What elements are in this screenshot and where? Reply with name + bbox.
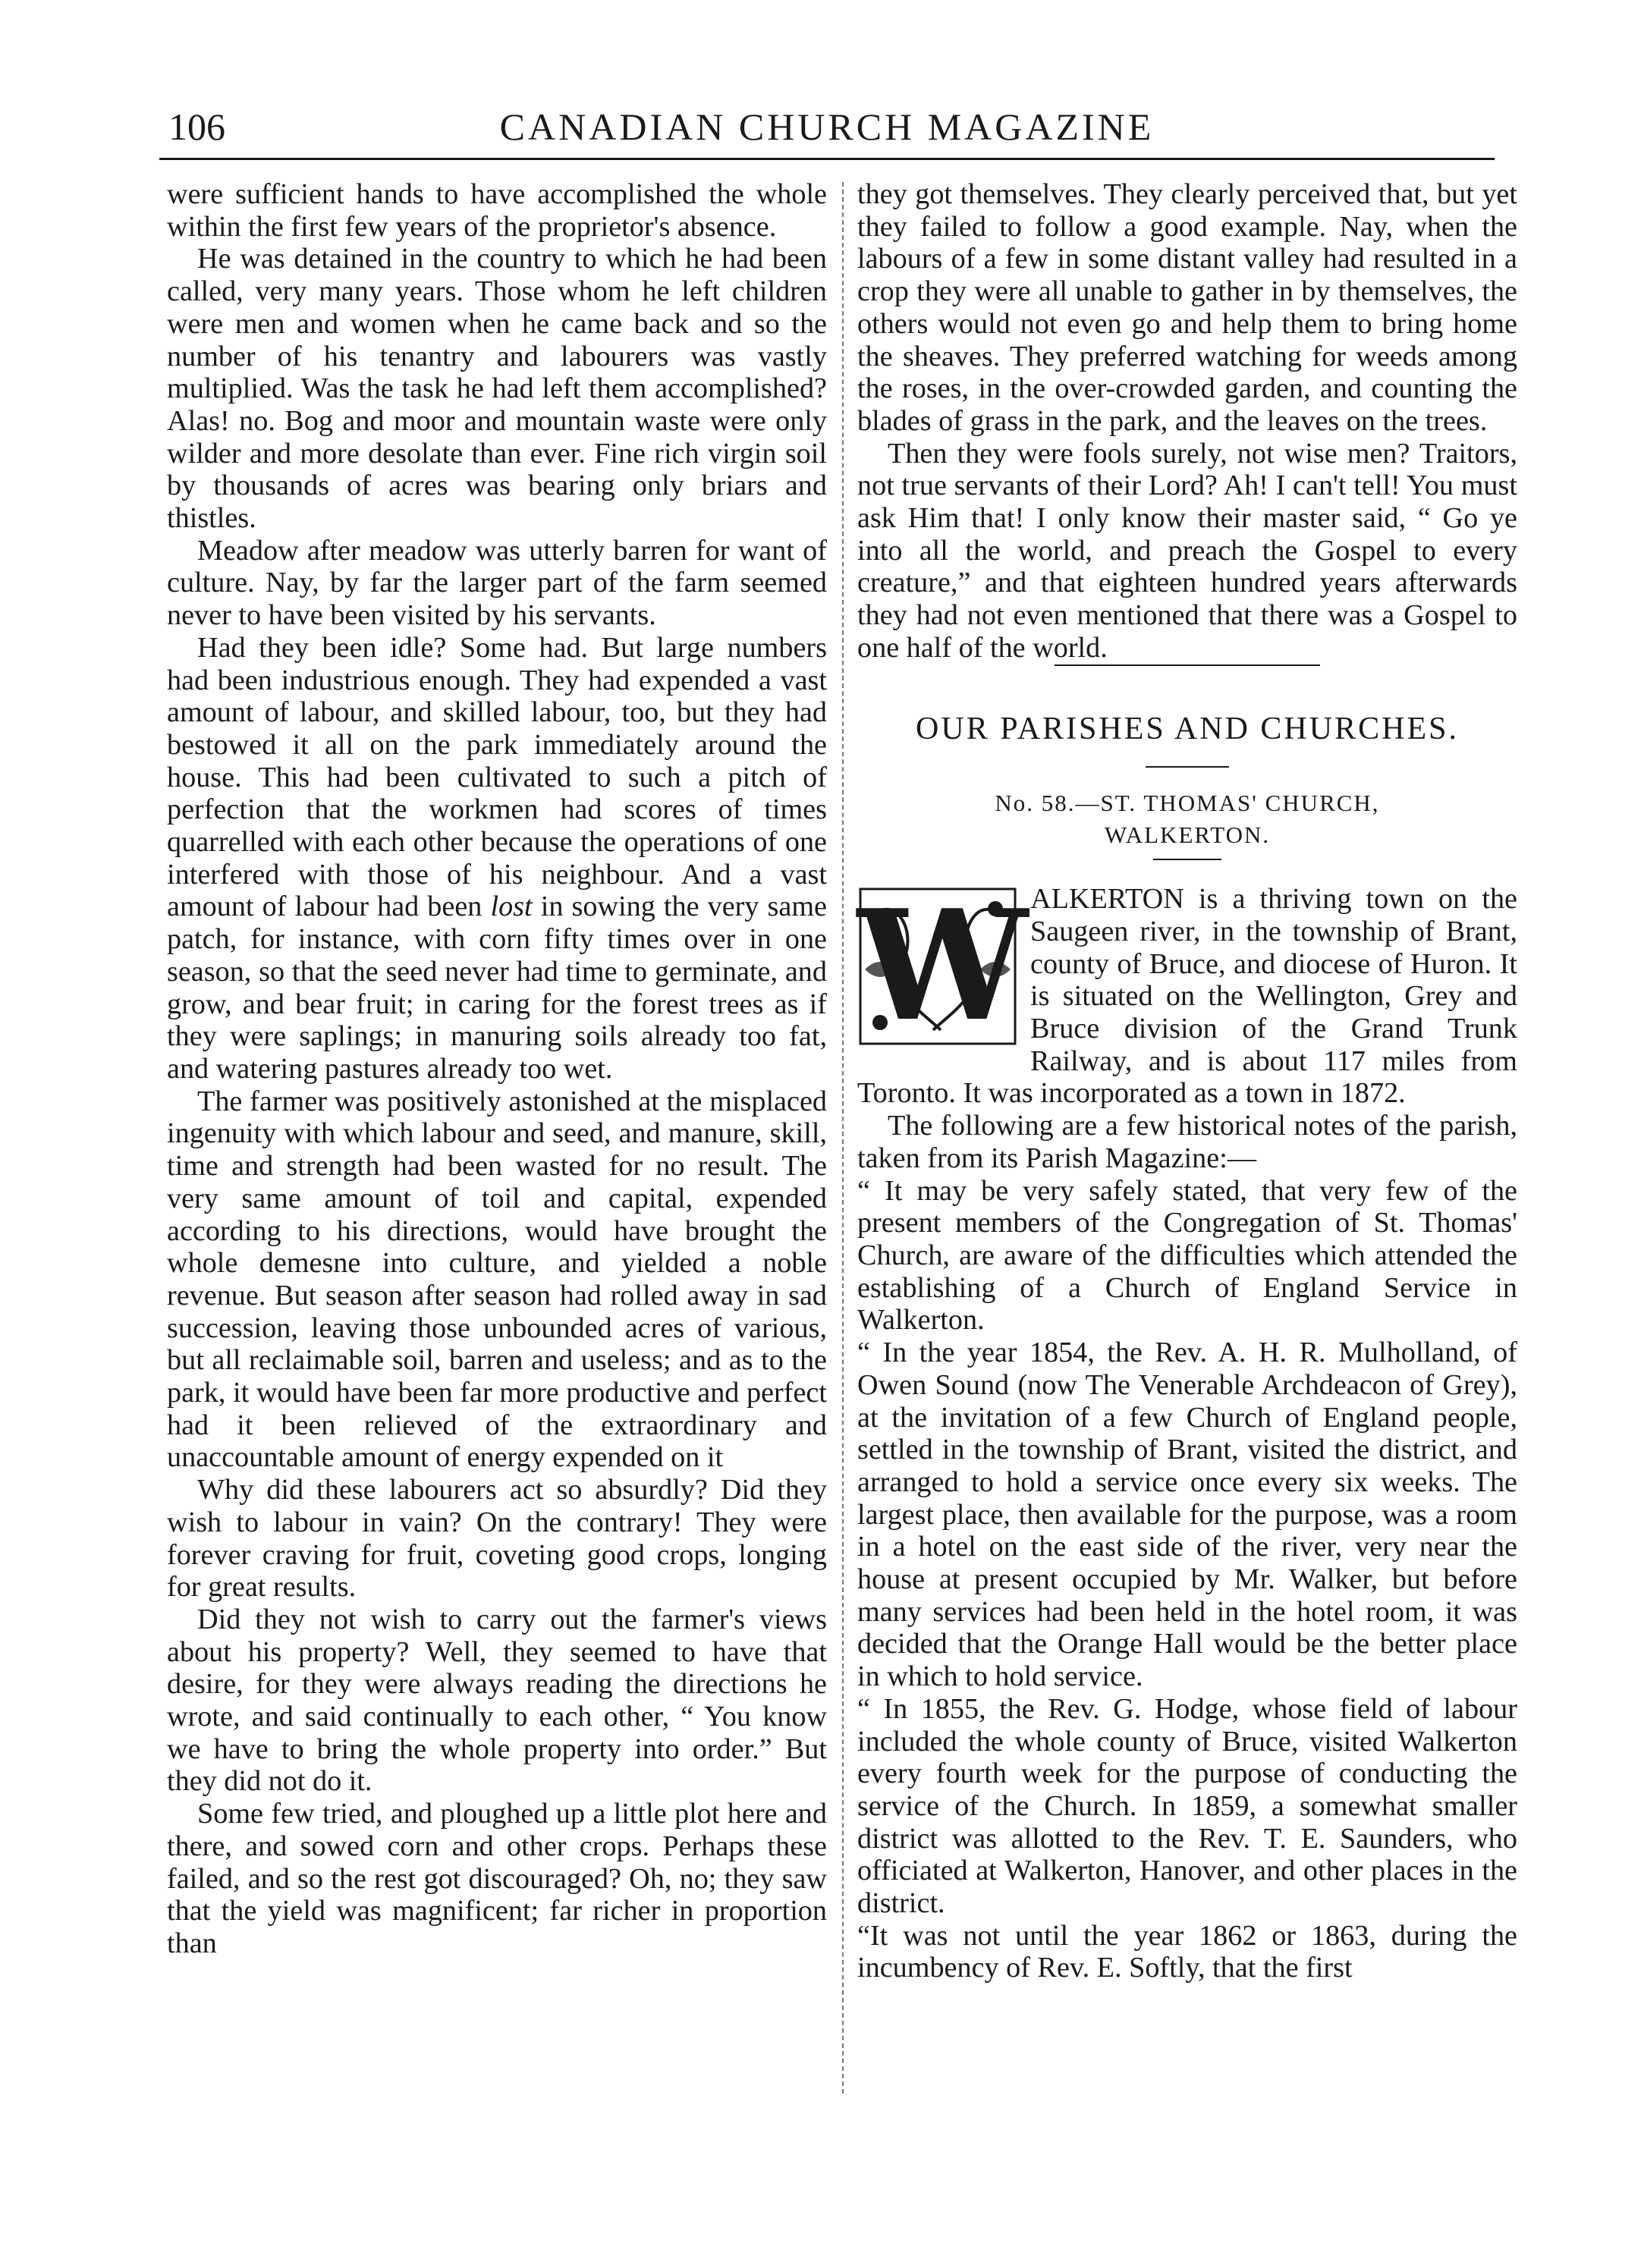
left-column xyxy=(167,178,827,1960)
paragraph: Why did these labourers act so absurdly? Did they wish to labour in vain? On the contrary! They were forever craving for fruit, coveting good crops, longing for great results. xyxy=(167,1474,827,1604)
paragraph: Some few tried, and ploughed up a little plot here and there, and sowed corn and other crops. Perhaps these failed, and so the rest got discouraged? Oh, no; they saw that the yield was magnificent; far richer in proportion than xyxy=(167,1798,827,1959)
article-title-line: WALKERTON. xyxy=(1104,821,1271,849)
header-rule xyxy=(159,158,1495,160)
column-divider xyxy=(842,182,844,2094)
initial-letter: W xyxy=(857,877,1028,1056)
paragraph: they got themselves. They clearly perceived that, but yet they failed to follow a good example. Nay, when the labours of a few in some distant valley had resulted in a crop they were all unable to gather in by themselves, the others would not even go and help them to bring home the sheaves. They preferred watching for weeds among the roses, in the over-crowded garden, and counting the blades of grass in the park, and the leaves on the trees. xyxy=(857,178,1517,437)
paragraph: were sufficient hands to have accomplished the whole within the first few years of the proprietor's absence. xyxy=(167,178,827,243)
paragraph xyxy=(857,877,1517,1110)
paragraph xyxy=(167,632,827,1085)
section-separator xyxy=(857,664,1517,707)
italic-word: lost xyxy=(490,891,533,923)
paragraph: “ In the year 1854, the Rev. A. H. R. Mulholland, of Owen Sound (now The Venerable Archdeacon of Grey), at the invitation of a few Church of England people, settled in the township of Brant, visited the district, and arranged to hold a service once every six weeks. The largest place, then available for the purpose, was a room in a hotel on the east side of the river, very near the house at present occupied by Mr. Walker, but before many services had been held in the hotel room, it was decided that the Orange Hall would be the better place in which to hold service. xyxy=(857,1337,1517,1693)
paragraph: “ In 1855, the Rev. G. Hodge, whose field of labour included the whole county of Bruce, visited Walkerton every fourth week for the purpose of conducting the service of the Church. In 1859, a somewhat smaller district was allotted to the Rev. T. E. Saunders, who officiated at Walkerton, Hanover, and other places in the district. xyxy=(857,1692,1517,1920)
right-column xyxy=(857,178,1517,1984)
paragraph: Meadow after meadow was utterly barren for want of culture. Nay, by far the larger part of the farm seemed never to have been visited by his servants. xyxy=(167,534,827,632)
running-title: CANADIAN CHURCH MAGAZINE xyxy=(499,105,1155,148)
separator-rule xyxy=(1055,664,1320,666)
text-run: ALKERTON is a thriving town on the Saugeen river, in the township of Brant, county of Bruce, and diocese of Huron. It is situated on the Wellington, Grey and Bruce division of the Grand Trunk Railway, and is about 117 miles from Toronto. It was incorporated as a town in 1872. xyxy=(857,883,1517,1110)
page-header xyxy=(159,99,1495,167)
title-rule xyxy=(1153,859,1221,860)
text-run: in sowing the very same patch, for instance, with corn fifty times over in one season, so that the seed never had time to germinate, and grow, and bear fruit; in caring for the forest trees as if they were saplings; in manuring soils already too fat, and watering pastures already too wet. xyxy=(167,891,827,1085)
paragraph: He was detained in the country to which he had been called, very many years. Those whom he left children were men and women when he came back and so the number of his tenantry and labourers was vastly multiplied. Was the task he had left them accomplished? Alas! no. Bog and moor and mountain waste were only wilder and more desolate than ever. Fine rich virgin soil by thousands of acres was bearing only briars and thistles. xyxy=(167,243,827,535)
paragraph: The following are a few historical notes of the parish, taken from its Parish Magazine:— xyxy=(857,1110,1517,1174)
paragraph: The farmer was positively astonished at the misplaced ingenuity with which labour and seed, and manure, skill, time and strength had been wasted for no result. The very same amount of toil and capital, expended according to his directions, would have brought the whole demesne into culture, and yielded a noble revenue. But season after season had rolled away in sad succession, leaving those unbounded acres of various, but all reclaimable soil, barren and useless; and as to the park, it would have been far more productive and perfect had it been relieved of the extraordinary and unaccountable amount of energy expended on it xyxy=(167,1085,827,1474)
paragraph: “ It may be very safely stated, that very few of the present members of the Congregation of St. Thomas' Church, are aware of the difficulties which attended the establishing of a Church of England Service in Walkerton. xyxy=(857,1174,1517,1337)
article-title xyxy=(857,787,1517,851)
paragraph: “It was not until the year 1862 or 1863, during the incumbency of Rev. E. Softly, that the first xyxy=(857,1919,1517,1984)
ornamental-initial xyxy=(857,877,1028,1056)
paragraph: Then they were fools surely, not wise men? Traitors, not true servants of their Lord? Ah! I can't tell! You must ask Him that! I only know their master said, “ Go ye into all the world, and preach the Gospel to every creature,” and that eighteen hundred years afterwards they had not even mentioned that there was a Gospel to one half of the world. xyxy=(857,437,1517,664)
page-number: 106 xyxy=(168,105,225,148)
paragraph: Did they not wish to carry out the farmer's views about his property? Well, they seemed to have that desire, for they were always reading the directions he wrote, and said continually to each other, “ You know we have to bring the whole property into order.” But they did not do it. xyxy=(167,1603,827,1798)
title-rule xyxy=(1146,766,1229,768)
text-run: Had they been idle? Some had. But large numbers had been industrious enough. They had expended a vast amount of labour, and skilled labour, too, but they had bestowed it all on the park immediately around the house. This had been cultivated to such a pitch of perfection that the workmen had scores of times quarrelled with each other because the operations of one interfered with those of his neighbour. And a vast amount of labour had been xyxy=(167,631,827,923)
section-title: OUR PARISHES AND CHURCHES. xyxy=(916,711,1459,746)
article-title-line: No. 58.—ST. THOMAS' CHURCH, xyxy=(995,790,1380,817)
